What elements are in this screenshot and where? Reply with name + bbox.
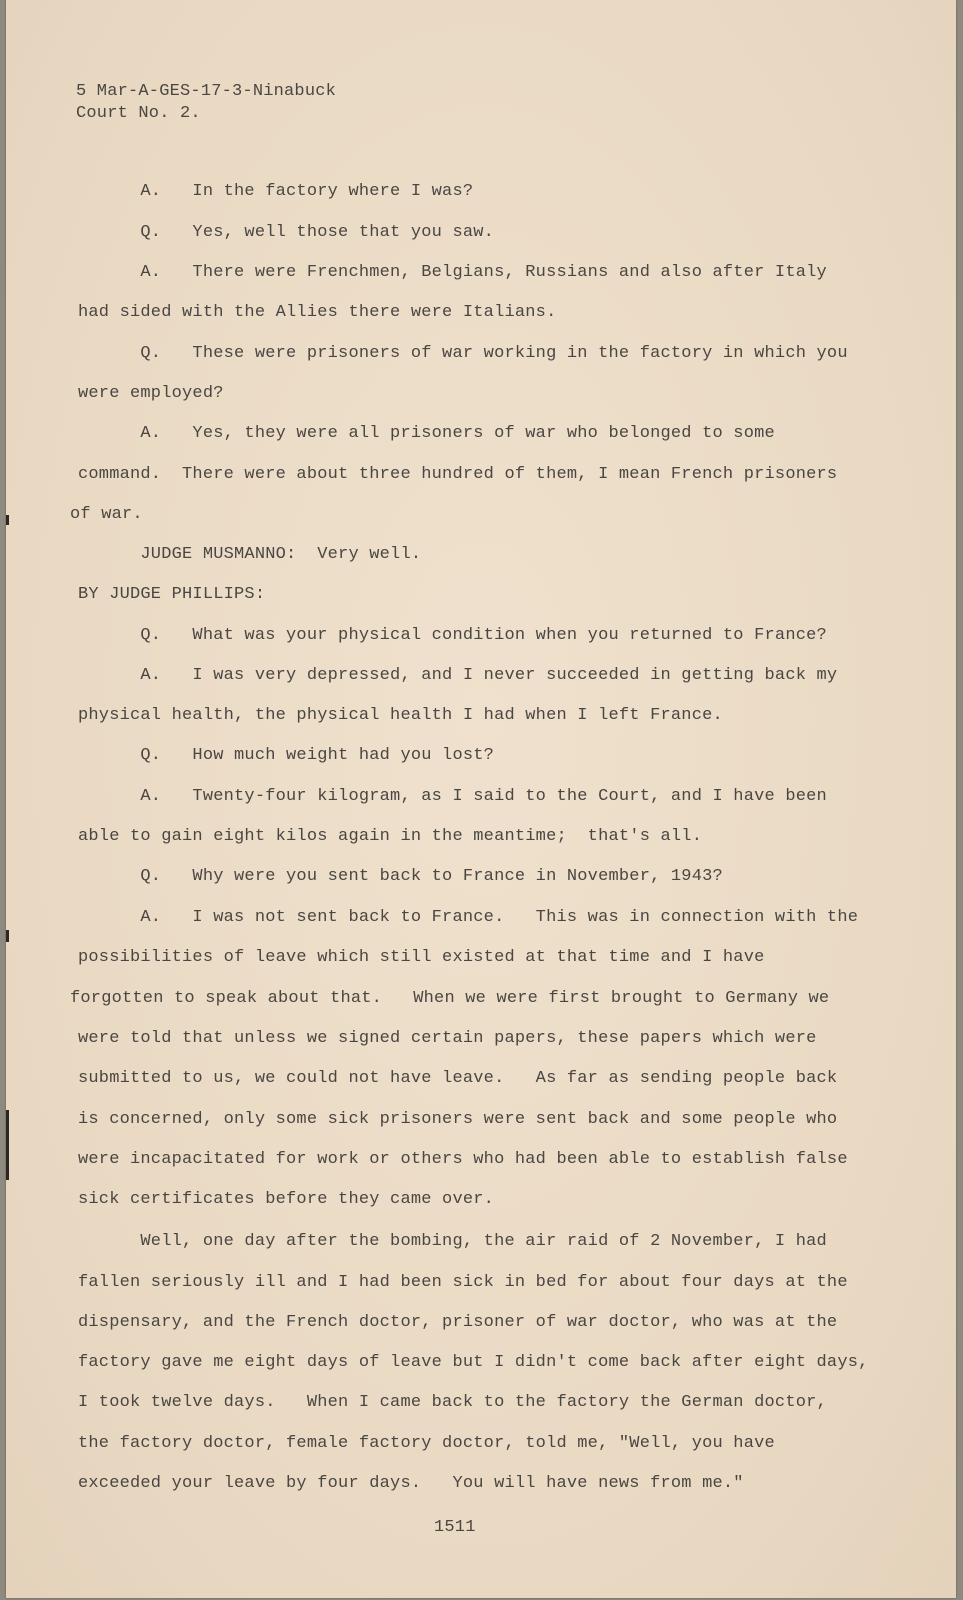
transcript-line: BY JUDGE PHILLIPS: xyxy=(78,585,266,604)
transcript-line: A. Yes, they were all prisoners of war who belonged to some xyxy=(78,424,775,443)
transcript-line: possibilities of leave which still existed at that time and I have xyxy=(78,948,765,967)
transcript-line: Q. How much weight had you lost? xyxy=(78,746,495,765)
transcript-line: is concerned, only some sick prisoners were sent back and some people who xyxy=(78,1110,838,1129)
transcript-line: were told that unless we signed certain papers, these papers which were xyxy=(78,1029,817,1048)
transcript-line: Well, one day after the bombing, the air raid of 2 November, I had xyxy=(78,1232,827,1251)
transcript-line: A. There were Frenchmen, Belgians, Russians and also after Italy xyxy=(78,263,827,282)
transcript-line: I took twelve days. When I came back to the factory the German doctor, xyxy=(78,1393,827,1412)
transcript-line: Q. Why were you sent back to France in November, 1943? xyxy=(78,867,723,886)
binding-mark xyxy=(6,515,9,525)
transcript-line: A. Twenty-four kilogram, as I said to the Court, and I have been xyxy=(78,787,827,806)
transcript-line: the factory doctor, female factory doctor, told me, "Well, you have xyxy=(78,1434,775,1453)
transcript-line: command. There were about three hundred of them, I mean French prisoners xyxy=(78,465,838,484)
transcript-line: Q. What was your physical condition when you returned to France? xyxy=(78,626,827,645)
transcript-line: of war. xyxy=(70,505,143,524)
document-page xyxy=(6,0,956,1598)
transcript-line: JUDGE MUSMANNO: Very well. xyxy=(78,545,422,564)
transcript-line: factory gave me eight days of leave but I didn't come back after eight days, xyxy=(78,1353,869,1372)
transcript-line: dispensary, and the French doctor, prisoner of war doctor, who was at the xyxy=(78,1313,838,1332)
transcript-line: sick certificates before they came over. xyxy=(78,1190,495,1209)
transcript-line: forgotten to speak about that. When we were first brought to Germany we xyxy=(70,989,830,1008)
binding-mark xyxy=(6,930,9,942)
transcript-line: exceeded your leave by four days. You will have news from me." xyxy=(78,1474,744,1493)
transcript-line: physical health, the physical health I had when I left France. xyxy=(78,706,723,725)
transcript-line: Q. These were prisoners of war working in the factory in which you xyxy=(78,344,848,363)
transcript-line: submitted to us, we could not have leave. As far as sending people back xyxy=(78,1069,838,1088)
court-number: Court No. 2. xyxy=(76,104,201,123)
transcript-line: fallen seriously ill and I had been sick in bed for about four days at the xyxy=(78,1273,848,1292)
transcript-line: were incapacitated for work or others who had been able to establish false xyxy=(78,1150,848,1169)
page-number: 1511 xyxy=(434,1518,476,1537)
transcript-line: A. I was very depressed, and I never succeeded in getting back my xyxy=(78,666,838,685)
transcript-line: able to gain eight kilos again in the meantime; that's all. xyxy=(78,827,703,846)
transcript-line: Q. Yes, well those that you saw. xyxy=(78,223,495,242)
transcript-line: were employed? xyxy=(78,384,224,403)
binding-mark xyxy=(6,1110,9,1180)
transcript-line: A. In the factory where I was? xyxy=(78,182,474,201)
transcript-line: A. I was not sent back to France. This was in connection with the xyxy=(78,908,859,927)
case-reference: 5 Mar-A-GES-17-3-Ninabuck xyxy=(76,82,337,101)
transcript-line: had sided with the Allies there were Italians. xyxy=(78,303,557,322)
